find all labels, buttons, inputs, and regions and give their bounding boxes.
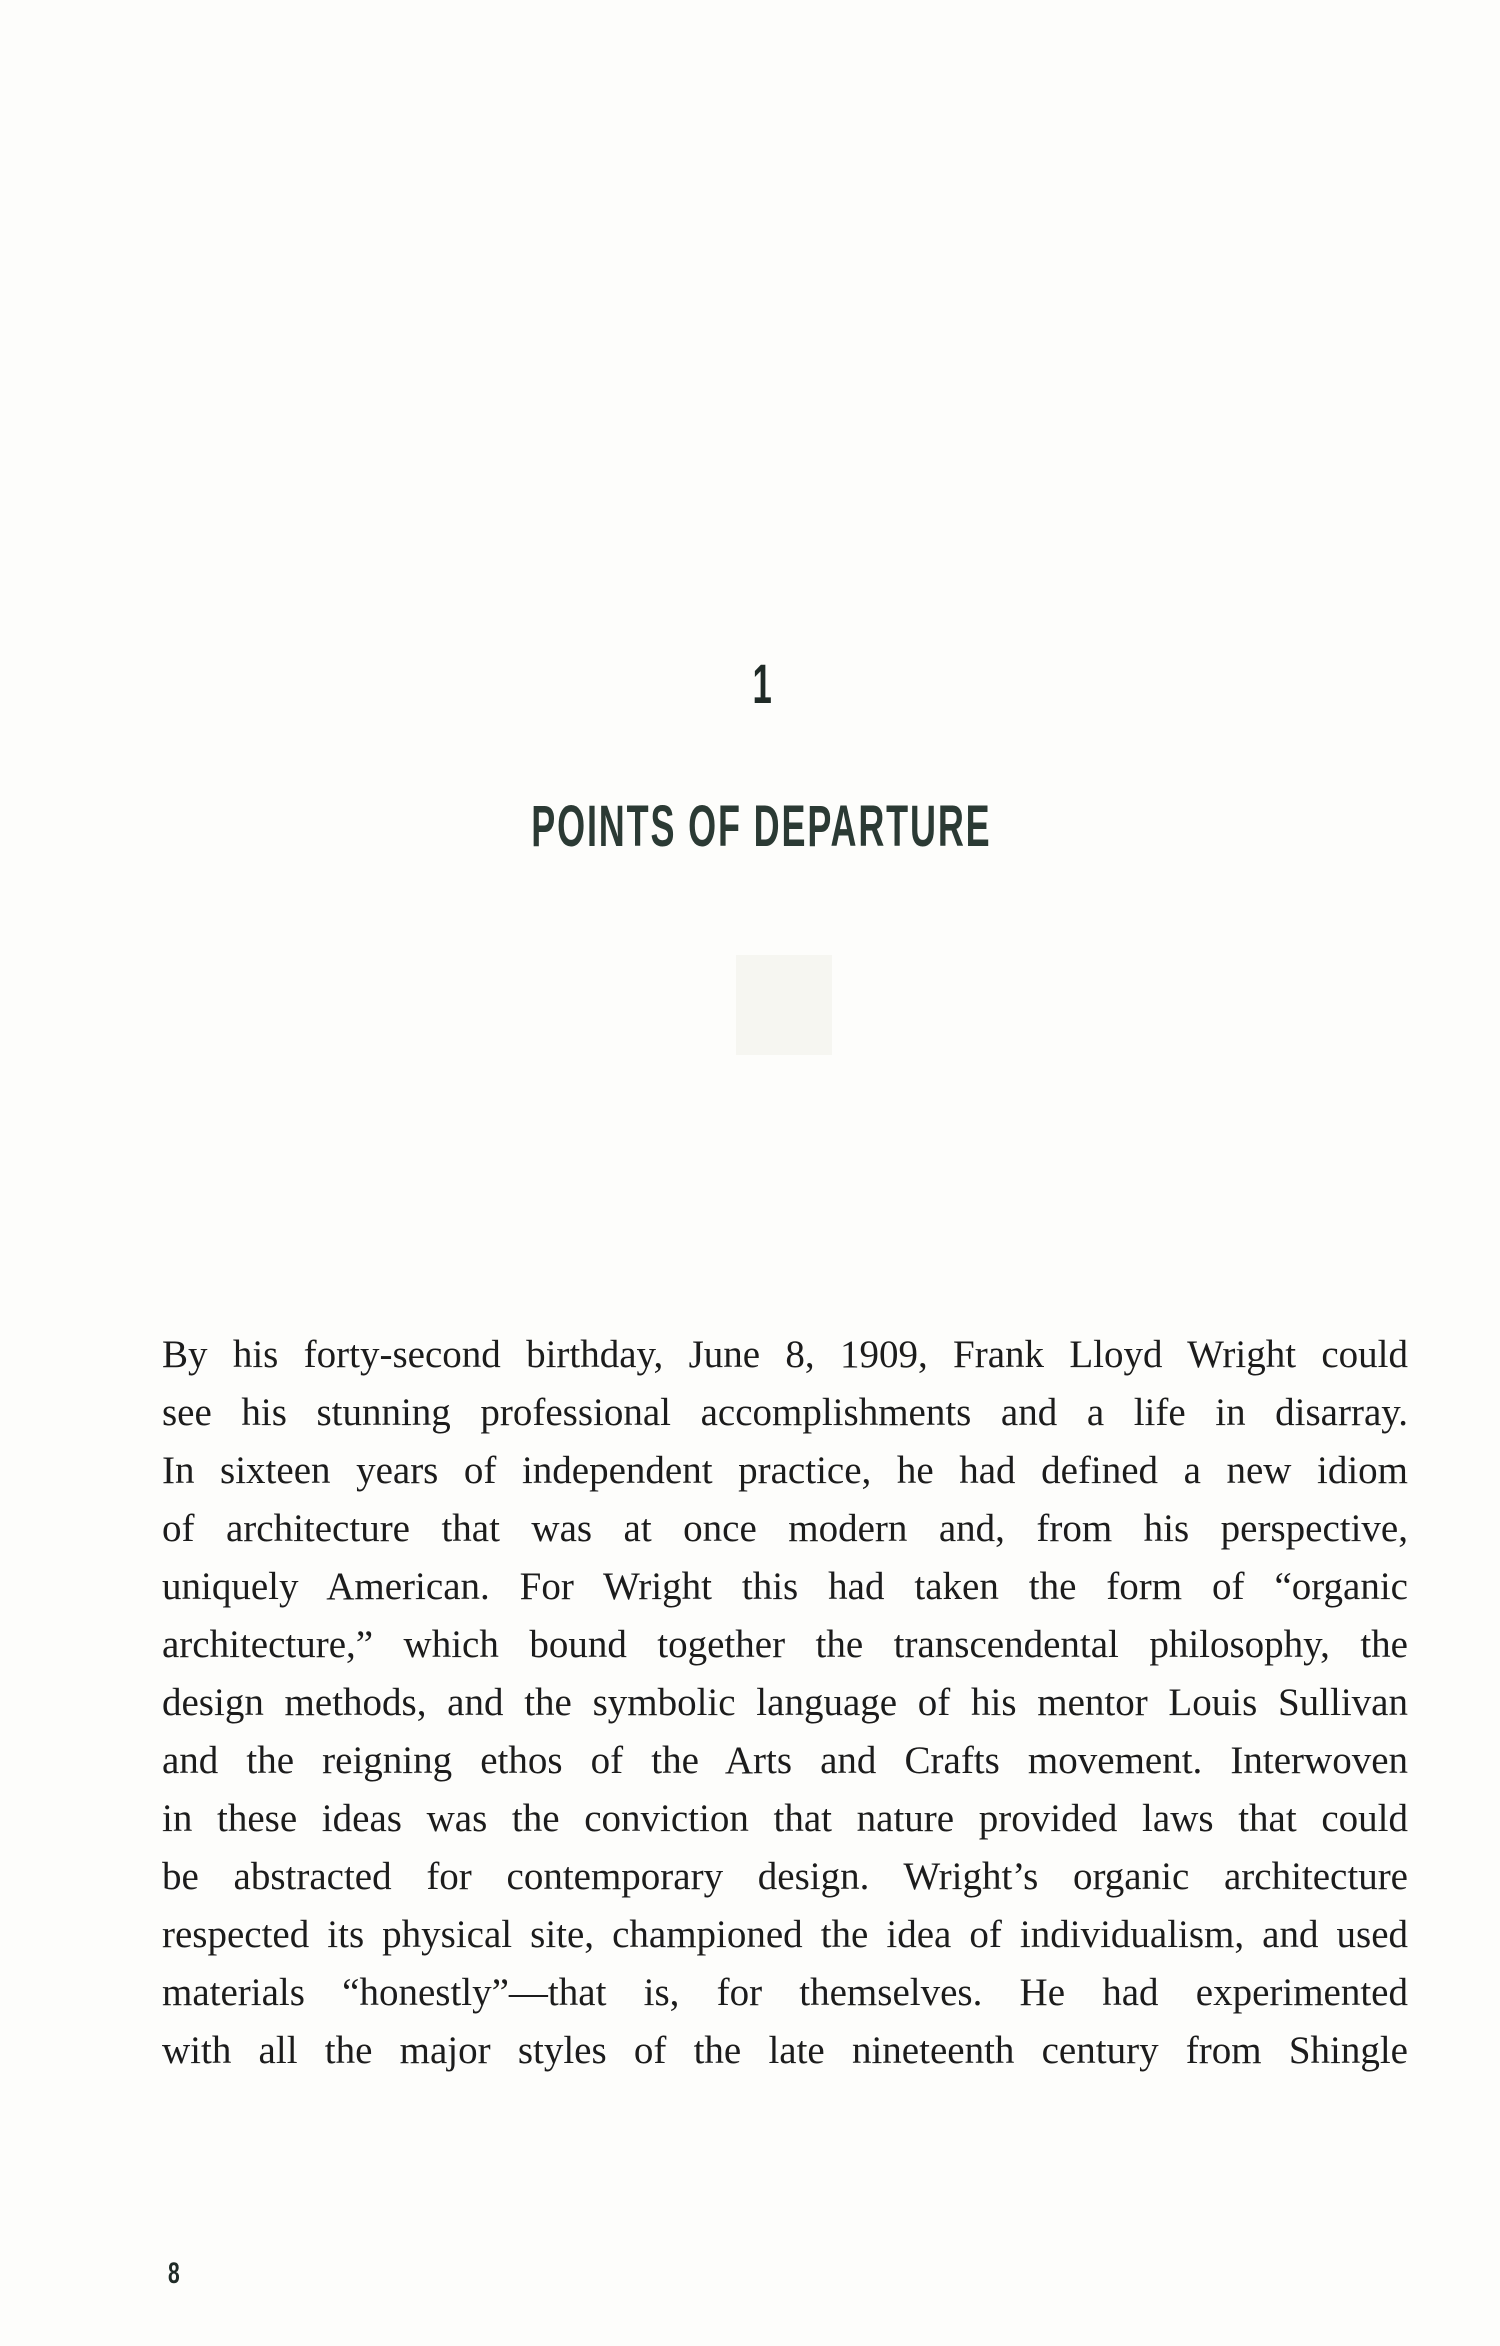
- body-line: uniquely American. For Wright this had taken the form of “organic: [162, 1565, 1408, 1608]
- body-line: In sixteen years of independent practice, he had defined a new idiom: [162, 1449, 1408, 1492]
- scan-blemish: [736, 955, 832, 1055]
- body-line: respected its physical site, championed the idea of individualism, and used: [162, 1913, 1408, 1956]
- chapter-title: POINTS OF DEPARTURE: [531, 794, 992, 859]
- body-line: see his stunning professional accomplishments and a life in disarray.: [162, 1391, 1408, 1434]
- page-number: 8: [168, 2257, 180, 2290]
- body-line: materials “honestly”—that is, for themselves. He had experimented: [162, 1971, 1408, 2014]
- body-line: architecture,” which bound together the transcendental philosophy, the: [162, 1623, 1408, 1666]
- body-line: and the reigning ethos of the Arts and Crafts movement. Interwoven: [162, 1739, 1408, 1782]
- body-line: of architecture that was at once modern and, from his perspective,: [162, 1507, 1408, 1550]
- body-line: with all the major styles of the late nineteenth century from Shingle: [162, 2029, 1408, 2072]
- body-line: design methods, and the symbolic language of his mentor Louis Sullivan: [162, 1681, 1408, 1724]
- body-line: By his forty-second birthday, June 8, 1909, Frank Lloyd Wright could: [162, 1333, 1408, 1376]
- body-line: be abstracted for contemporary design. Wright’s organic architecture: [162, 1855, 1408, 1898]
- chapter-number: 1: [752, 652, 772, 715]
- body-line: in these ideas was the conviction that nature provided laws that could: [162, 1797, 1408, 1840]
- body-paragraph: [162, 1326, 1408, 2080]
